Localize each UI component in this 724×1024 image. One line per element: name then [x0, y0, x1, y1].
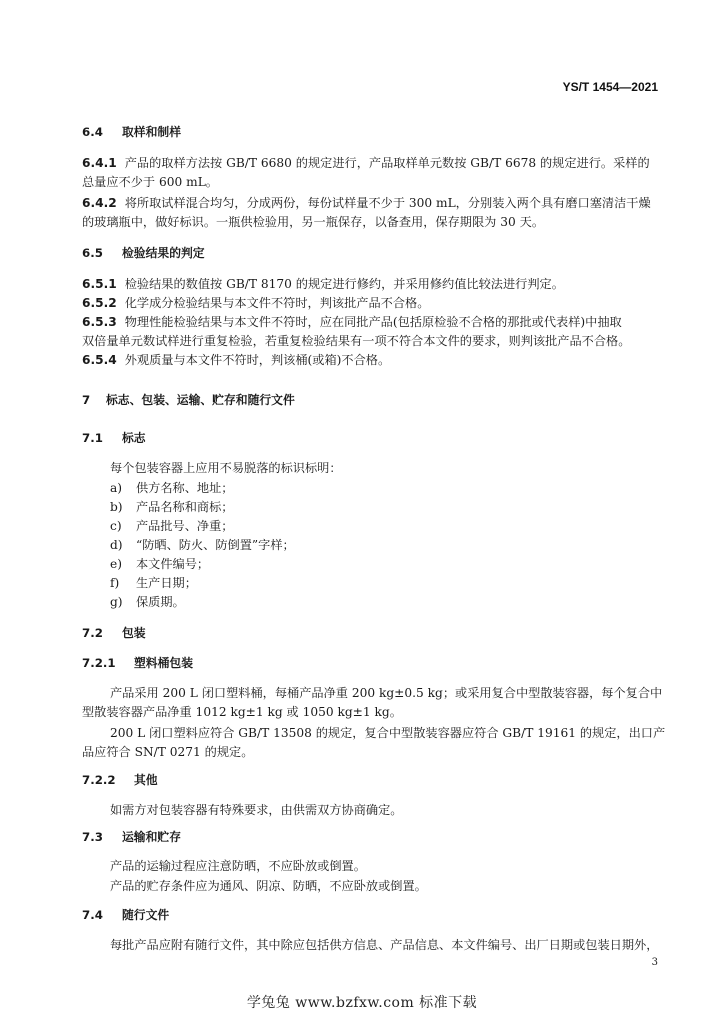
section-number: 7.2.2	[82, 773, 116, 787]
item-text: 产品名称和商标；	[136, 500, 234, 514]
section-7-2-heading	[0, 625, 724, 641]
item-text: 本文件编号；	[136, 557, 210, 571]
section-title: 其他	[134, 773, 158, 787]
item-mark: e)	[110, 557, 122, 571]
item-mark: c)	[110, 519, 122, 533]
item-text: 保质期。	[136, 595, 185, 609]
chapter-title: 标志、包装、运输、贮存和随行文件	[106, 393, 295, 407]
clause-number: 6.5.4	[82, 353, 117, 367]
clause-6-4-2-cont: 的玻璃瓶中，做好标识。一瓶供检验用，另一瓶保存，以备查用，保存期限为 30 天。	[82, 215, 545, 229]
section-7-3-heading	[0, 829, 724, 845]
section-title: 塑料桶包装	[134, 656, 193, 670]
clause-text: 外观质量与本文件不符时，判该桶(或箱)不合格。	[124, 353, 391, 367]
packaging-para-1: 产品采用 200 L 闭口塑料桶，每桶产品净重 200 kg±0.5 kg；或采用复合中型散装容器，每个复合中	[110, 686, 663, 700]
section-6-5-heading	[0, 245, 724, 261]
download-footer: 学兔兔 www.bzfxw.com 标准下载	[246, 995, 478, 1011]
packaging-para-2: 200 L 闭口塑料应符合 GB/T 13508 的规定，复合中型散装容器应符合 GB/T 19161 的规定，出口产	[110, 726, 666, 740]
section-title: 随行文件	[122, 908, 170, 922]
section-title: 检验结果的判定	[122, 246, 205, 260]
clause-6-5-2	[0, 295, 724, 311]
item-mark: a)	[110, 481, 123, 495]
section-title: 标志	[122, 431, 146, 445]
clause-text: 检验结果的数值按 GB/T 8170 的规定进行修约，并采用修约值比较法进行判定。	[124, 277, 564, 291]
section-title: 运输和贮存	[122, 830, 181, 844]
packaging-other-text: 如需方对包装容器有特殊要求，由供需双方协商确定。	[110, 803, 403, 817]
clause-6-5-3	[0, 314, 724, 330]
page-number: 3	[651, 957, 658, 968]
clause-text: 将所取试样混合均匀，分成两份，每份试样量不少于 300 mL，分别装入两个具有磨口塞清洁干燥	[124, 196, 651, 210]
clause-number: 6.4.2	[82, 196, 117, 210]
marking-item	[110, 518, 724, 534]
item-mark: d)	[110, 538, 123, 552]
marking-item	[110, 537, 724, 553]
marking-item	[110, 480, 724, 496]
clause-6-5-3-cont: 双倍量单元数试样进行重复检验，若重复检验结果有一项不符合本文件的要求，则判该批产品不合格。	[82, 334, 631, 348]
section-6-4-heading	[0, 124, 724, 140]
marking-item	[110, 594, 724, 610]
clause-6-5-1	[0, 276, 724, 292]
clause-text: 化学成分检验结果与本文件不符时，判该批产品不合格。	[124, 296, 430, 310]
clause-6-5-4	[0, 352, 724, 368]
clause-number: 6.5.2	[82, 296, 117, 310]
section-number: 7.4	[82, 908, 103, 922]
item-text: 产品批号、净重；	[136, 519, 234, 533]
item-text: 供方名称、地址；	[136, 481, 234, 495]
section-title: 包装	[122, 626, 146, 640]
section-number: 7.1	[82, 431, 103, 445]
section-7-2-1-heading	[0, 655, 724, 671]
clause-6-4-1	[0, 155, 724, 171]
section-7-1-heading	[0, 430, 724, 446]
storage-text: 产品的贮存条件应为通风、阴凉、防晒，不应卧放或倒置。	[110, 879, 427, 893]
section-number: 6.5	[82, 246, 103, 260]
clause-number: 6.5.1	[82, 277, 117, 291]
clause-text: 产品的取样方法按 GB/T 6680 的规定进行，产品取样单元数按 GB/T 6678 的规定进行。采样的	[124, 156, 650, 170]
clause-number: 6.4.1	[82, 156, 117, 170]
clause-text: 物理性能检验结果与本文件不符时，应在同批产品(包括原检验不合格的那批或代表样)中抽取	[124, 315, 622, 329]
section-title: 取样和制样	[122, 125, 181, 139]
item-text: “防晒、防火、防倒置”字样；	[136, 538, 295, 552]
chapter-number: 7	[82, 393, 91, 407]
marking-item	[110, 575, 724, 591]
chapter-7-heading	[0, 392, 724, 408]
item-text: 生产日期；	[136, 576, 197, 590]
section-7-2-2-heading	[0, 772, 724, 788]
section-7-4-heading	[0, 907, 724, 923]
section-number: 6.4	[82, 125, 103, 139]
clause-6-4-1-cont: 总量应不少于 600 mL。	[82, 175, 218, 189]
marking-item	[110, 499, 724, 515]
item-mark: g)	[110, 595, 123, 609]
accompanying-doc-text: 每批产品应附有随行文件，其中除应包括供方信息、产品信息、本文件编号、出厂日期或包装日期外，	[110, 938, 659, 952]
item-mark: f)	[110, 576, 120, 590]
packaging-para-2-cont: 品应符合 SN/T 0271 的规定。	[82, 745, 254, 759]
packaging-para-1-cont: 型散装容器产品净重 1012 kg±1 kg 或 1050 kg±1 kg。	[82, 705, 402, 719]
clause-number: 6.5.3	[82, 315, 117, 329]
marking-item	[110, 556, 724, 572]
section-number: 7.3	[82, 830, 103, 844]
section-number: 7.2	[82, 626, 103, 640]
standard-code: YS/T 1454—2021	[562, 80, 658, 94]
clause-6-4-2	[0, 195, 724, 211]
item-mark: b)	[110, 500, 123, 514]
section-number: 7.2.1	[82, 656, 116, 670]
marking-intro: 每个包装容器上应用不易脱落的标识标明：	[110, 461, 342, 475]
transport-text: 产品的运输过程应注意防晒，不应卧放或倒置。	[110, 859, 366, 873]
